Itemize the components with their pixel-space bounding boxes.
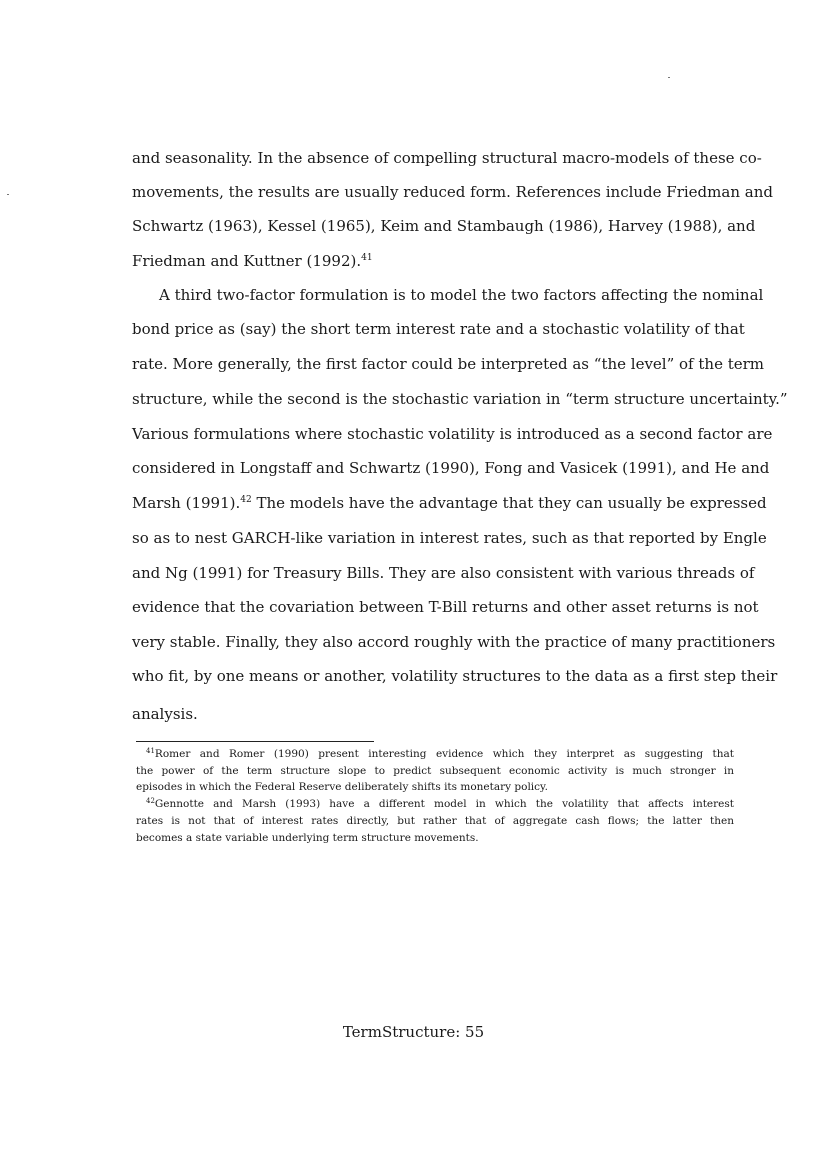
text-line: Various formulations where stochastic volatility is introduced as a second factor are	[132, 425, 773, 443]
footnote-rule	[136, 741, 374, 742]
text-line: A third two-factor formulation is to model the two factors affecting the nominal	[159, 286, 764, 304]
text-line: Schwartz (1963), Kessel (1965), Keim and Stambaugh (1986), Harvey (1988), and	[132, 217, 756, 235]
scan-speck	[668, 77, 670, 78]
footnote-41-line: the power of the term structure slope to predict subsequent economic activity is much stronger in	[136, 765, 734, 777]
text-line	[132, 251, 733, 271]
text-fragment: Romer and Romer (1990) present interesting evidence which they interpret as suggesting that	[154, 748, 734, 760]
text-line: rate. More generally, the first factor could be interpreted as “the level” of the term	[132, 355, 765, 373]
text-fragment: Friedman and Kuttner (1992).	[132, 252, 362, 270]
footnote-ref-41: 41	[361, 253, 373, 263]
footnote-41-line	[146, 747, 734, 761]
text-line: and seasonality. In the absence of compelling structural macro-models of these co-	[132, 149, 762, 167]
text-line: evidence that the covariation between T-Bill returns and other asset returns is not	[132, 598, 759, 616]
text-line: analysis.	[132, 705, 198, 723]
text-line	[132, 493, 767, 513]
footnote-42-line: becomes a state variable underlying term structure movements.	[136, 832, 479, 844]
text-fragment: The models have the advantage that they can usually be expressed	[251, 494, 767, 512]
footnote-mark: 41	[146, 747, 155, 755]
footnote-mark: 42	[146, 797, 155, 805]
text-line: considered in Longstaff and Schwartz (1990), Fong and Vasicek (1991), and He and	[132, 459, 770, 477]
text-line: structure, while the second is the stochastic variation in “term structure uncertainty.”	[132, 390, 788, 408]
footnote-42-line	[146, 797, 734, 811]
text-line: and Ng (1991) for Treasury Bills. They are also consistent with various threads of	[132, 564, 755, 582]
text-line: so as to nest GARCH-like variation in interest rates, such as that reported by Engle	[132, 529, 767, 547]
text-line: who fit, by one means or another, volatility structures to the data as a first step their	[132, 667, 778, 685]
text-line: movements, the results are usually reduced form. References include Friedman and	[132, 183, 773, 201]
text-fragment: Gennotte and Marsh (1993) have a different model in which the volatility that affects interest	[154, 798, 734, 810]
text-line: bond price as (say) the short term interest rate and a stochastic volatility of that	[132, 320, 745, 338]
scan-speck	[7, 194, 9, 195]
text-fragment: Marsh (1991).	[132, 494, 241, 512]
page-footer: TermStructure: 55	[342, 1023, 485, 1041]
footnote-ref-42: 42	[240, 495, 252, 505]
text-line: very stable. Finally, they also accord roughly with the practice of many practitioners	[132, 633, 776, 651]
footnote-41-line: episodes in which the Federal Reserve deliberately shifts its monetary policy.	[136, 781, 548, 793]
footnote-42-line: rates is not that of interest rates directly, but rather that of aggregate cash flows; the latter then	[136, 815, 734, 827]
